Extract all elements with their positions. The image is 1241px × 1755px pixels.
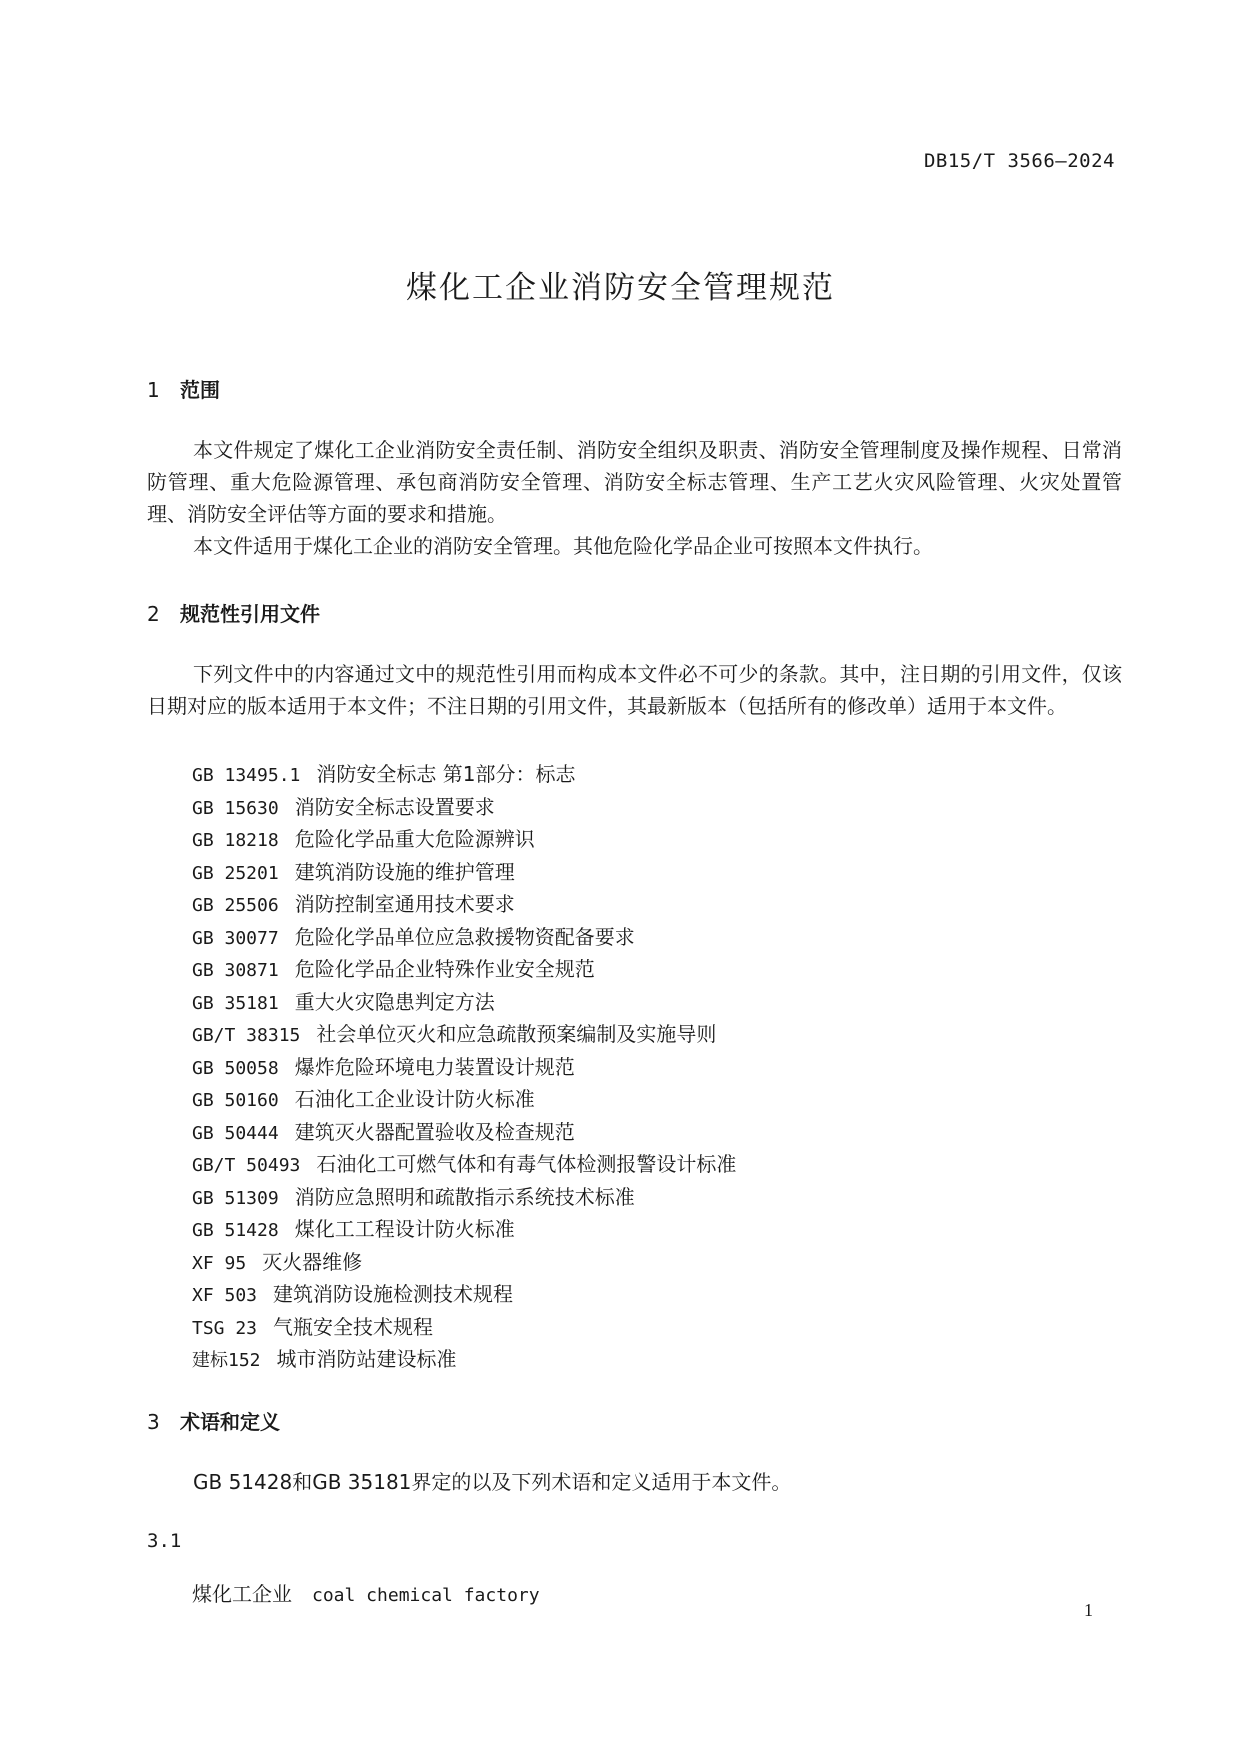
reference-item: [192, 1343, 736, 1376]
term-english: coal chemical factory: [312, 1585, 540, 1606]
reference-item: [192, 758, 736, 791]
reference-item: [192, 1148, 736, 1181]
reference-item: [192, 1018, 736, 1051]
section-number: 1: [147, 378, 160, 402]
reference-code: GB 50444: [192, 1122, 279, 1144]
reference-code: GB 51309: [192, 1187, 279, 1209]
section-title: 术语和定义: [180, 1410, 280, 1434]
reference-code: GB 51428: [192, 1220, 279, 1241]
reference-item: [192, 921, 736, 954]
reference-title: 石油化工企业设计防火标准: [294, 1087, 535, 1111]
page-title: 煤化工企业消防安全管理规范: [406, 270, 835, 306]
reference-title: 建筑灭火器配置验收及检查规范: [294, 1119, 575, 1144]
section-1-paragraph-1: 本文件规定了煤化工企业消防安全责任制、消防安全组织及职责、消防安全管理制度及操作规程、日常消防管理、重大危险源管理、承包商消防安全管理、消防安全标志管理、生产工艺火灾风险管理、火灾处置管理、消防安全评估等方面的要求和措施。: [147, 438, 1122, 526]
reference-code: GB 30871: [192, 960, 279, 981]
section-2-heading: [147, 598, 320, 627]
section-2-intro: 下列文件中的内容通过文中的规范性引用而构成本文件必不可少的条款。其中，注日期的引用文件，仅该日期对应的版本适用于本文件；不注日期的引用文件，其最新版本（包括所有的修改单）适用于本文件。: [147, 662, 1122, 718]
reference-title: 建筑消防设施检测技术规程: [273, 1282, 514, 1306]
reference-code: GB 13495.1: [192, 765, 301, 786]
reference-list: [192, 758, 736, 1376]
reference-title: 危险化学品单位应急救援物资配备要求: [294, 924, 635, 949]
reference-title: 消防安全标志 第1部分：标志: [316, 762, 576, 786]
section-number: 2: [147, 602, 160, 626]
reference-code: GB/T 38315: [192, 1025, 301, 1046]
reference-code: XF 503: [192, 1285, 258, 1306]
reference-item: [192, 1083, 736, 1116]
subsection-number: 3.1: [147, 1530, 182, 1552]
reference-title: 危险化学品企业特殊作业安全规范: [294, 957, 595, 981]
reference-item: [192, 1051, 736, 1084]
reference-title: 社会单位灭火和应急疏散预案编制及实施导则: [316, 1022, 717, 1046]
reference-item: [192, 1181, 736, 1214]
document-number: DB15/T 3566—2024: [923, 150, 1115, 172]
term-chinese: 煤化工企业: [192, 1582, 292, 1606]
reference-code: TSG 23: [192, 1317, 258, 1339]
reference-code: GB 30077: [192, 927, 279, 949]
section-number: 3: [147, 1410, 160, 1434]
section-1-paragraph-2: 本文件适用于煤化工企业的消防安全管理。其他危险化学品企业可按照本文件执行。: [193, 534, 933, 558]
reference-code: 建标152: [192, 1350, 261, 1371]
reference-title: 重大火灾隐患判定方法: [294, 989, 495, 1014]
reference-code: GB 15630: [192, 797, 279, 819]
section-3-intro: GB 51428和GB 35181界定的以及下列术语和定义适用于本文件。: [193, 1470, 792, 1494]
reference-code: GB 50160: [192, 1090, 279, 1111]
reference-title: 消防应急照明和疏散指示系统技术标准: [294, 1184, 635, 1209]
section-1-heading: [147, 374, 220, 403]
reference-item: [192, 791, 736, 824]
reference-title: 石油化工可燃气体和有毒气体检测报警设计标准: [316, 1152, 737, 1176]
reference-title: 建筑消防设施的维护管理: [294, 859, 515, 884]
term-entry: [192, 1578, 540, 1607]
reference-item: [192, 1116, 736, 1149]
reference-item: [192, 888, 736, 921]
section-title: 范围: [180, 378, 220, 402]
reference-title: 煤化工工程设计防火标准: [294, 1217, 515, 1241]
reference-code: GB 18218: [192, 830, 279, 851]
reference-title: 城市消防站建设标准: [276, 1347, 457, 1371]
reference-title: 消防安全标志设置要求: [294, 794, 495, 819]
reference-item: [192, 823, 736, 856]
reference-code: GB 25506: [192, 895, 279, 916]
reference-title: 爆炸危险环境电力装置设计规范: [294, 1054, 575, 1079]
page-number: 1: [1084, 1600, 1093, 1620]
reference-title: 消防控制室通用技术要求: [294, 892, 515, 916]
reference-item: [192, 856, 736, 889]
reference-code: GB 50058: [192, 1057, 279, 1079]
reference-title: 气瓶安全技术规程: [273, 1314, 434, 1339]
section-title: 规范性引用文件: [180, 602, 320, 626]
section-3-heading: [147, 1406, 280, 1435]
reference-code: GB/T 50493: [192, 1155, 301, 1176]
reference-code: XF 95: [192, 1252, 247, 1274]
reference-item: [192, 953, 736, 986]
reference-title: 灭火器维修: [262, 1249, 363, 1274]
reference-code: GB 25201: [192, 862, 279, 884]
reference-item: [192, 986, 736, 1019]
reference-item: [192, 1246, 736, 1279]
reference-item: [192, 1213, 736, 1246]
reference-code: GB 35181: [192, 992, 279, 1014]
reference-item: [192, 1278, 736, 1311]
reference-title: 危险化学品重大危险源辨识: [294, 827, 535, 851]
reference-item: [192, 1311, 736, 1344]
